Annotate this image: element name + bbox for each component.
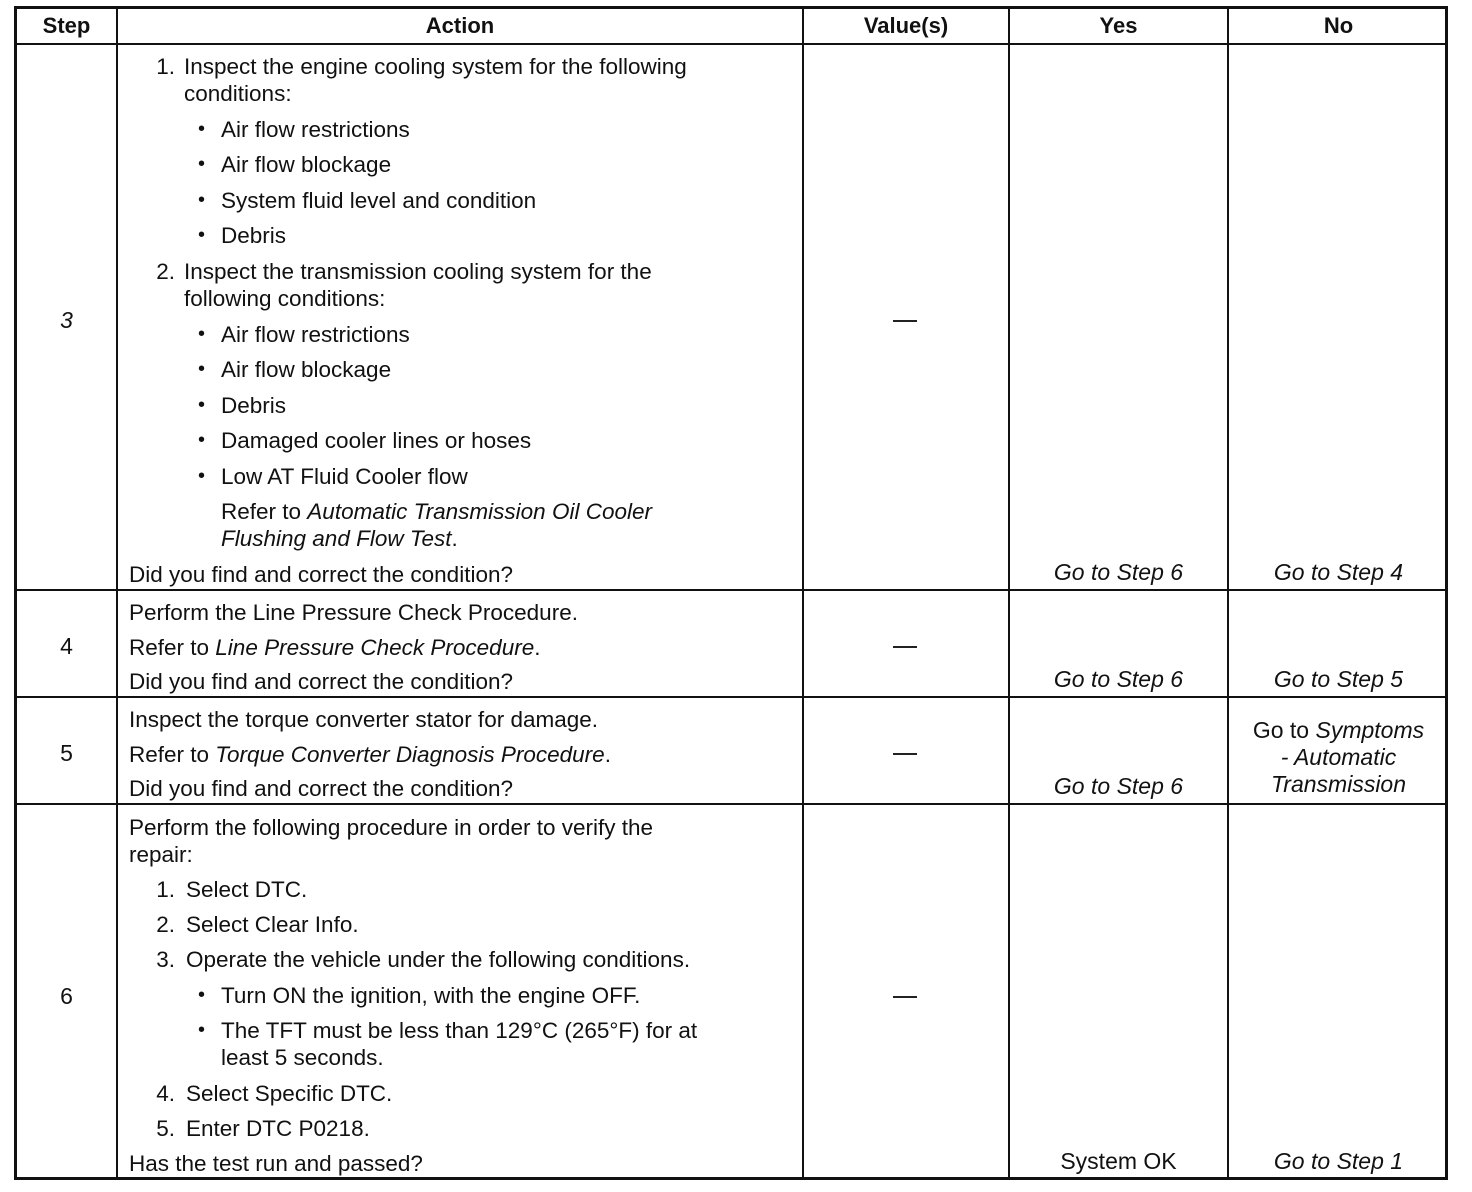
yes-result[interactable]: Go to Step 6	[1053, 559, 1184, 585]
list-item: Operate the vehicle under the following conditions.	[186, 947, 691, 972]
action-text: Inspect the torque converter stator for damage.	[129, 707, 599, 732]
bullet-icon: •	[198, 153, 206, 175]
bullet-icon: •	[198, 984, 206, 1006]
question-text: Did you find and correct the condition?	[129, 669, 513, 694]
list-item: Select DTC.	[186, 877, 308, 902]
list-number: 2.	[156, 259, 175, 284]
list-number: 1.	[156, 877, 175, 902]
value-dash	[893, 320, 917, 322]
bullet-icon: •	[198, 118, 206, 140]
list-item: Select Clear Info.	[186, 912, 359, 937]
action-text: conditions:	[184, 81, 292, 106]
yes-result[interactable]: Go to Step 6	[1053, 666, 1184, 692]
header-yes: Yes	[1099, 13, 1138, 38]
column-divider	[116, 9, 118, 1177]
step-number: 4	[60, 633, 73, 659]
list-number: 4.	[156, 1081, 175, 1106]
header-values: Value(s)	[863, 13, 949, 38]
refer-prefix: Refer to	[129, 635, 216, 660]
refer-end: .	[451, 526, 458, 551]
symptoms-link[interactable]: - Automatic	[1280, 744, 1397, 770]
step-number: 3	[60, 307, 73, 333]
row-divider	[17, 696, 1445, 698]
refer-line	[129, 634, 540, 661]
step-number: 5	[60, 740, 73, 766]
no-prefix: Go to	[1252, 717, 1316, 743]
column-divider	[1227, 9, 1229, 1177]
symptoms-link[interactable]: Symptoms	[1315, 717, 1425, 743]
bullet-text: Air flow blockage	[221, 357, 392, 382]
row-divider	[17, 589, 1445, 591]
header-no: No	[1323, 13, 1354, 38]
procedure-link[interactable]: Torque Converter Diagnosis Procedure	[215, 742, 605, 767]
procedure-link[interactable]: Flushing and Flow Test	[221, 526, 452, 551]
column-divider	[802, 9, 804, 1177]
bullet-text: Damaged cooler lines or hoses	[221, 428, 532, 453]
list-item: Enter DTC P0218.	[186, 1116, 370, 1141]
list-item: Select Specific DTC.	[186, 1081, 393, 1106]
refer-prefix: Refer to	[221, 499, 308, 524]
bullet-text: Low AT Fluid Cooler flow	[221, 464, 468, 489]
yes-result[interactable]: Go to Step 6	[1053, 773, 1184, 799]
no-result[interactable]: Go to Step 5	[1273, 666, 1404, 692]
bullet-icon: •	[198, 465, 206, 487]
refer-prefix: Refer to	[129, 742, 216, 767]
list-number: 5.	[156, 1116, 175, 1141]
action-text: repair:	[129, 842, 193, 867]
question-text: Has the test run and passed?	[129, 1151, 423, 1176]
bullet-text: The TFT must be less than 129°C (265°F) for at	[221, 1018, 698, 1043]
procedure-link[interactable]: Line Pressure Check Procedure	[215, 635, 535, 660]
bullet-text: Air flow restrictions	[221, 117, 410, 142]
question-text: Did you find and correct the condition?	[129, 562, 513, 587]
question-text: Did you find and correct the condition?	[129, 776, 513, 801]
column-divider	[1008, 9, 1010, 1177]
bullet-text: Air flow blockage	[221, 152, 392, 177]
action-text: Inspect the transmission cooling system for the	[184, 259, 652, 284]
bullet-icon: •	[198, 323, 206, 345]
action-text: Perform the following procedure in order to verify the	[129, 815, 654, 840]
step-number: 6	[60, 983, 73, 1009]
no-result[interactable]	[1229, 717, 1448, 744]
bullet-icon: •	[198, 394, 206, 416]
bullet-text: System fluid level and condition	[221, 188, 537, 213]
action-text: following conditions:	[184, 286, 386, 311]
bullet-icon: •	[198, 429, 206, 451]
header-action: Action	[425, 13, 495, 38]
diagnostic-table	[14, 6, 1448, 1180]
refer-end: .	[604, 742, 611, 767]
bullet-text: Debris	[221, 223, 287, 248]
bullet-text: least 5 seconds.	[221, 1045, 384, 1070]
row-divider	[17, 803, 1445, 805]
refer-line	[129, 741, 611, 768]
value-dash	[893, 646, 917, 648]
yes-result[interactable]: System OK	[1060, 1148, 1177, 1174]
action-text: Perform the Line Pressure Check Procedure.	[129, 600, 578, 625]
list-number: 3.	[156, 947, 175, 972]
refer-end: .	[534, 635, 541, 660]
no-result[interactable]: Go to Step 4	[1273, 559, 1404, 585]
bullet-icon: •	[198, 224, 206, 246]
list-number: 2.	[156, 912, 175, 937]
bullet-icon: •	[198, 358, 206, 380]
row-divider	[17, 43, 1445, 45]
refer-line	[221, 498, 652, 525]
no-result[interactable]: Go to Step 1	[1273, 1148, 1404, 1174]
symptoms-link[interactable]: Transmission	[1270, 771, 1407, 797]
bullet-icon: •	[198, 189, 206, 211]
header-step: Step	[42, 13, 91, 38]
action-text: Inspect the engine cooling system for the following	[184, 54, 687, 79]
value-dash	[893, 996, 917, 998]
bullet-text: Turn ON the ignition, with the engine OFF.	[221, 983, 641, 1008]
value-dash	[893, 753, 917, 755]
list-number: 1.	[156, 54, 175, 79]
refer-line	[221, 525, 458, 552]
bullet-text: Air flow restrictions	[221, 322, 410, 347]
procedure-link[interactable]: Automatic Transmission Oil Cooler	[307, 499, 652, 524]
bullet-text: Debris	[221, 393, 287, 418]
bullet-icon: •	[198, 1019, 206, 1041]
